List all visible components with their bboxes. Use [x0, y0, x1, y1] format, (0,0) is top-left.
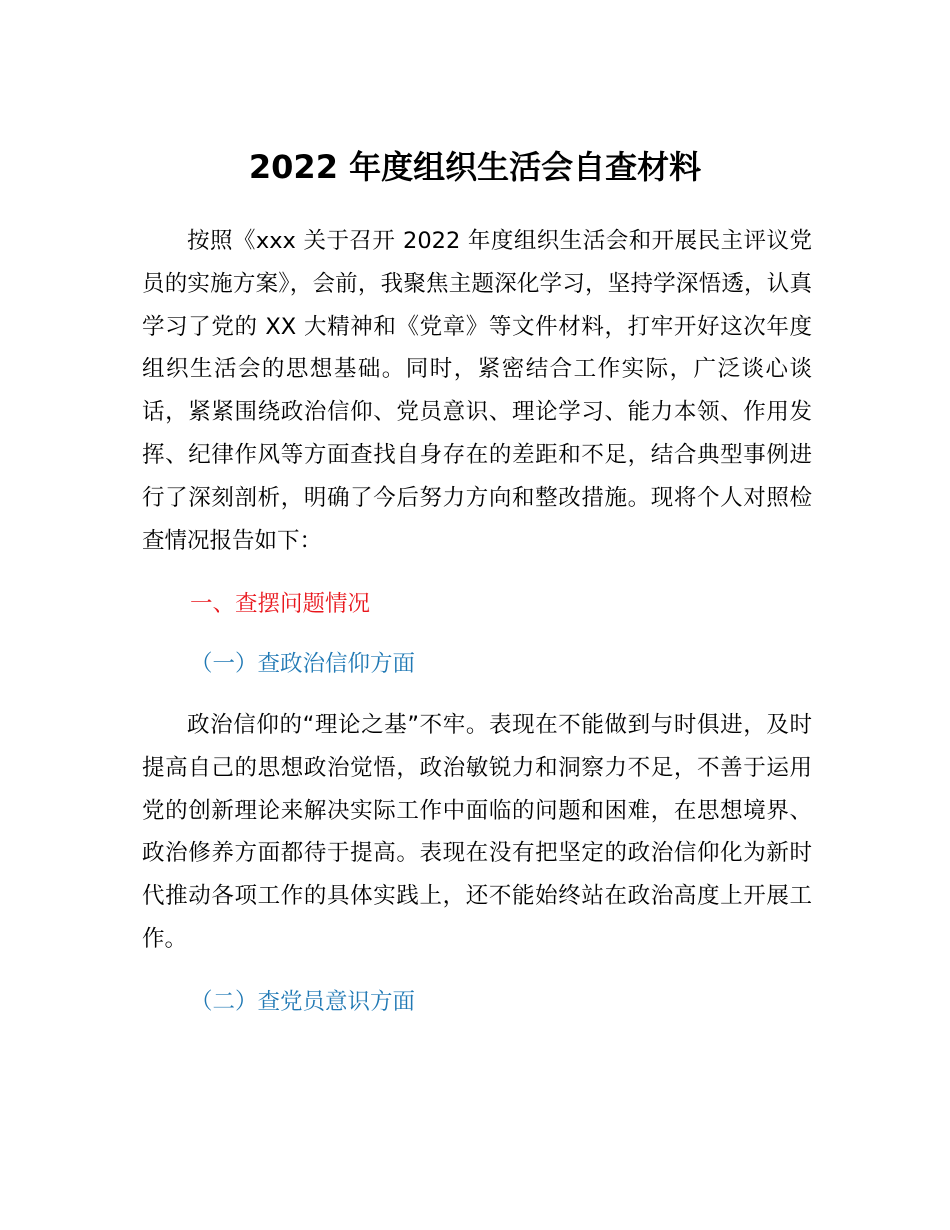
- subsection-heading-political-belief: （一）查政治信仰方面: [190, 651, 416, 677]
- document-title: 2022 年度组织生活会自查材料: [248, 148, 702, 186]
- intro-paragraph: 按照《xxx 关于召开 2022 年度组织生活会和开展民主评议党员的实施方案》，会前，我聚焦主题深化学习，坚持学深悟透，认真学习了党的 XX 大精神和《党章》等文件材料，打牢开好这次年度组织生活会的思想基础。同时，紧密结合工作实际，广泛谈心谈话，紧紧围绕政治信仰、党员意识、理论学习、能力本领、作用发挥、纪律作风等方面查找自身存在的差距和不足，结合典型事例进行了深刻剖析，明确了今后努力方向和整改措施。现将个人对照检查情况报告如下：: [142, 228, 812, 554]
- subsection-heading-party-awareness: （二）查党员意识方面: [190, 989, 416, 1015]
- section-heading-problems: 一、查摆问题情况: [190, 591, 371, 617]
- political-belief-paragraph: 政治信仰的“理论之基”不牢。表现在不能做到与时俱进，及时提高自己的思想政治觉悟，政治敏锐力和洞察力不足，不善于运用党的创新理论来解决实际工作中面临的问题和困难，在思想境界、政治修养方面都待于提高。表现在没有把坚定的政治信仰化为新时代推动各项工作的具体实践上，还不能始终站在政治高度上开展工作。: [142, 712, 812, 952]
